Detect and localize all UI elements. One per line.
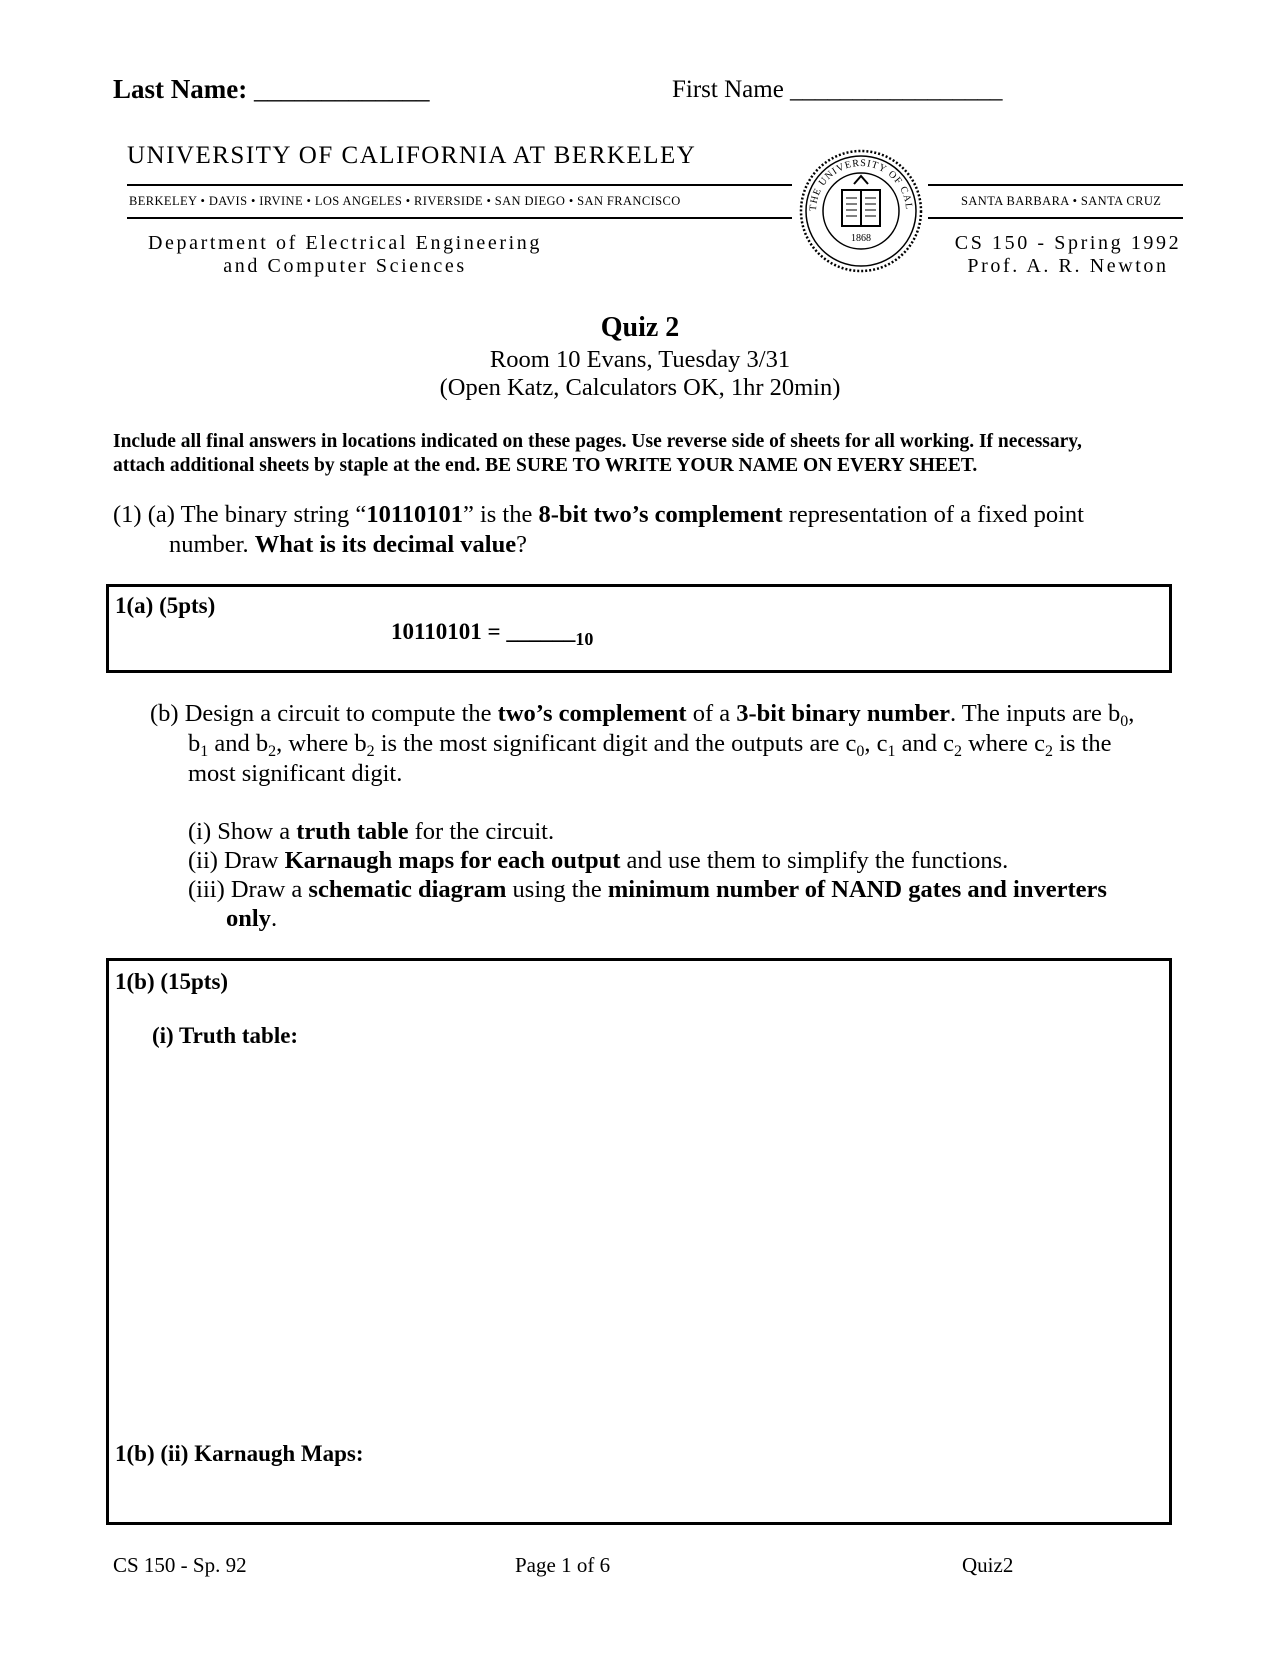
question-1a: (1) (a) The binary string “10110101” is the 8-bit two’s complement representation of a fixed point number. What is its decimal value?: [113, 501, 1084, 558]
first-name-label: First Name: [672, 76, 784, 103]
question-1b: (b) Design a circuit to compute the two’s complement of a 3-bit binary number. The inputs are $b_0$, $b_1$ and $b_2$, where $b_2$ is the most significant digit and the outputs are $c_0$, $c_1$ and $c_2$ where $c_2$ is the most significant digit.: [150, 700, 1135, 787]
department-line-1: Department of Electrical Engineering: [147, 232, 543, 254]
letterhead-rule-top-left: [127, 184, 792, 186]
truth-table-label: (i) Truth table:: [152, 1023, 299, 1048]
footer-page-number: Page 1 of 6: [515, 1553, 611, 1577]
instructions: [113, 430, 1280, 478]
quiz-title: Quiz 2: [600, 312, 680, 343]
last-name-label: Last Name:: [113, 74, 248, 104]
course-line-2: Prof. A. R. Newton: [967, 255, 1169, 277]
instructions-line-2: attach additional sheets by staple at the end. BE SURE TO WRITE YOUR NAME ON EVERY SHEET.: [113, 455, 978, 476]
department-line-2: and Computer Sciences: [223, 255, 467, 277]
footer-doc-name: Quiz2: [962, 1553, 1014, 1577]
karnaugh-maps-label: 1(b) (ii) Karnaugh Maps:: [115, 1441, 364, 1466]
first-name-field: [672, 76, 1003, 104]
first-name-blank: _________________: [790, 76, 1003, 103]
answer-box-1b-label: 1(b) (15pts): [115, 969, 229, 994]
seal-year: 1868: [851, 233, 871, 244]
course-line-1: CS 150 - Spring 1992: [954, 232, 1182, 254]
last-name-blank: _____________: [253, 74, 430, 104]
letterhead-rule-top-right: [928, 184, 1183, 186]
university-name: UNIVERSITY OF CALIFORNIA AT BERKELEY: [127, 142, 697, 169]
quiz-room: Room 10 Evans, Tuesday 3/31: [489, 346, 791, 373]
university-seal-icon: [796, 140, 926, 282]
instructions-line-1: Include all final answers in locations indicated on these pages. Use reverse side of sheets for all working. If necessary,: [113, 431, 1082, 452]
part-i: (i) Show a truth table for the circuit.: [188, 818, 555, 845]
answer-1a-equation: $10110101 = \_\_\_\_\_\__{10}$: [391, 619, 594, 649]
course-info: [948, 232, 1188, 278]
footer-course: CS 150 - Sp. 92: [113, 1553, 247, 1577]
answer-box-1b[interactable]: [106, 958, 1172, 1525]
department-name: [135, 232, 555, 278]
part-ii: (ii) Draw Karnaugh maps for each output and use them to simplify the functions.: [188, 847, 1009, 874]
campus-list-left: BERKELEY • DAVIS • IRVINE • LOS ANGELES • RIVERSIDE • SAN DIEGO • SAN FRANCISCO: [129, 194, 681, 208]
base-subscript: 10: [575, 629, 594, 649]
part-iii: (iii) Draw a schematic diagram using the minimum number of NAND gates and inverters: [188, 876, 1107, 903]
question-1b-parts: (i) Show a truth table for the circuit. (ii) Draw Karnaugh maps for each output and use them to simplify the functions. (iii) Draw a schematic diagram using the minimum number of NAND gates and inverters only.: [188, 817, 1268, 933]
binary-string: 10110101: [366, 501, 463, 528]
campus-list-right: SANTA BARBARA • SANTA CRUZ: [961, 194, 1162, 208]
answer-box-1a-label: 1(a) (5pts): [115, 593, 216, 618]
answer-box-1a[interactable]: [106, 584, 1172, 673]
seal-ring-text: THE UNIVERSITY OF CAL: [807, 157, 915, 212]
letterhead-rule-bottom-right: [928, 217, 1183, 219]
letterhead-rule-bottom-left: [127, 217, 792, 219]
quiz-conditions: (Open Katz, Calculators OK, 1hr 20min): [439, 374, 841, 401]
last-name-field: [113, 74, 429, 105]
